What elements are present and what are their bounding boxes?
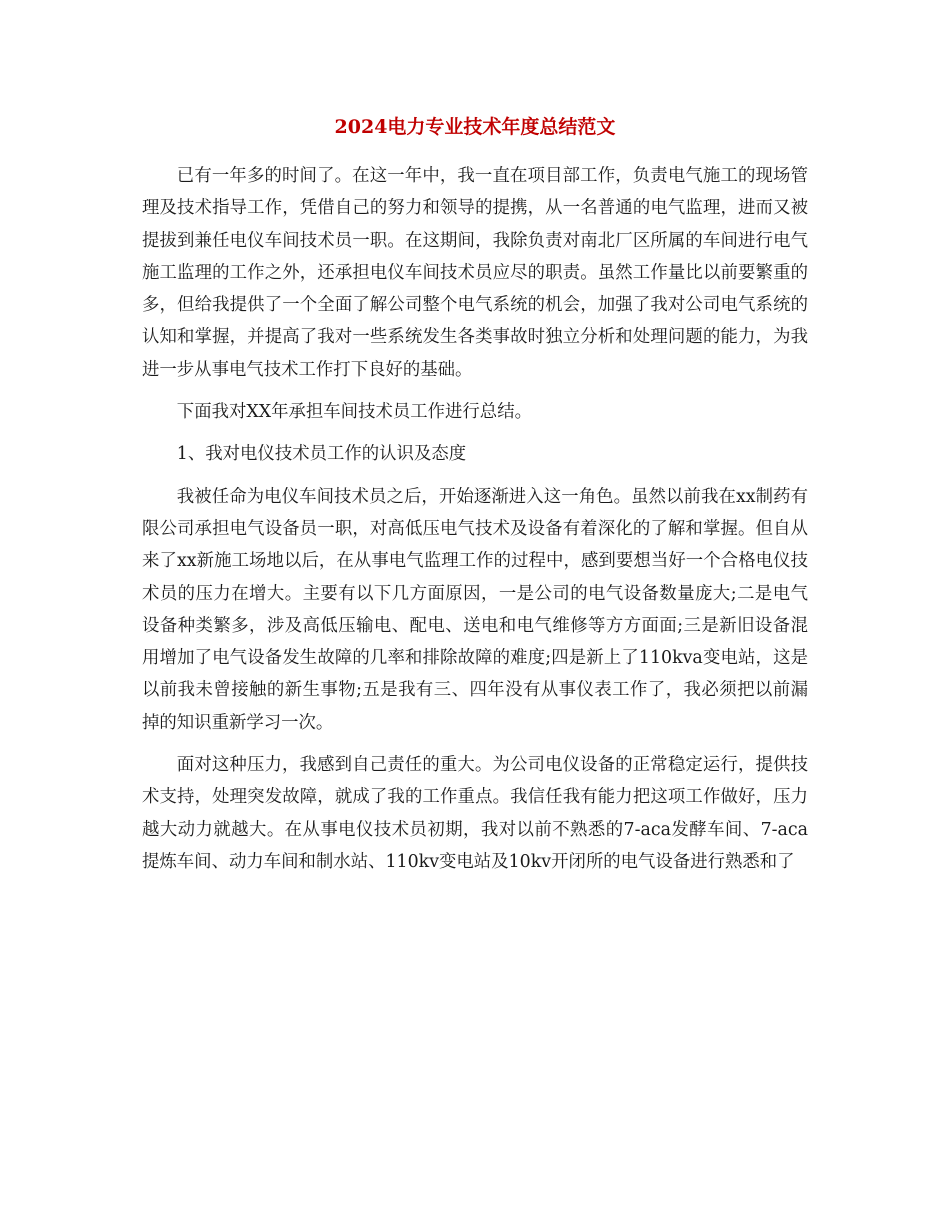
document-body — [142, 160, 808, 888]
section-heading-1: 1、我对电仪技术员工作的认识及态度 — [176, 444, 467, 465]
paragraph-intro: 已有一年多的时间了。在这一年中，我一直在项目部工作，负责电气施工的现场管理及技术指导工作，凭借自己的努力和领导的提携，从一名普通的电气监理，进而又被提拔到兼任电仪车间技术员一职。在这期间，我除负责对南北厂区所属的车间进行电气施工监理的工作之外，还承担电仪车间技术员应尽的职责。虽然工作量比以前要繁重的多，但给我提供了一个全面了解公司整个电气系统的机会，加强了我对公司电气系统的认知和掌握，并提高了我对一些系统发生各类事故时独立分析和处理问题的能力，为我进一步从事电气技术工作打下良好的基础。 — [142, 166, 808, 380]
paragraph-section-1-body: 我被任命为电仪车间技术员之后，开始逐渐进入这一角色。虽然以前我在xx制药有限公司承担电气设备员一职，对高低压电气技术及设备有着深化的了解和掌握。但自从来了xx新施工场地以后，在从事电气监理工作的过程中，感到要想当好一个合格电仪技术员的压力在增大。主要有以下几方面原因，一是公司的电气设备数量庞大;二是电气设备种类繁多，涉及高低压输电、配电、送电和电气维修等方方面面;三是新旧设备混用增加了电气设备发生故障的几率和排除故障的难度;四是新上了110kva变电站，这是以前我未曾接触的新生事物;五是我有三、四年没有从事仪表工作了，我必须把以前漏掉的知识重新学习一次。 — [142, 486, 808, 733]
paragraph-pressure: 面对这种压力，我感到自己责任的重大。为公司电仪设备的正常稳定运行，提供技术支持，处理突发故障，就成了我的工作重点。我信任我有能力把这项工作做好，压力越大动力就越大。在从事电仪技术员初期，我对以前不熟悉的7-aca发酵车间、7-aca提炼车间、动力车间和制水站、110kv变电站及10kv开闭所的电气设备进行熟悉和了 — [142, 755, 808, 872]
paragraph-summary-lead: 下面我对XX年承担车间技术员工作进行总结。 — [176, 402, 532, 423]
document-title: 2024电力专业技术年度总结范文 — [334, 116, 616, 138]
